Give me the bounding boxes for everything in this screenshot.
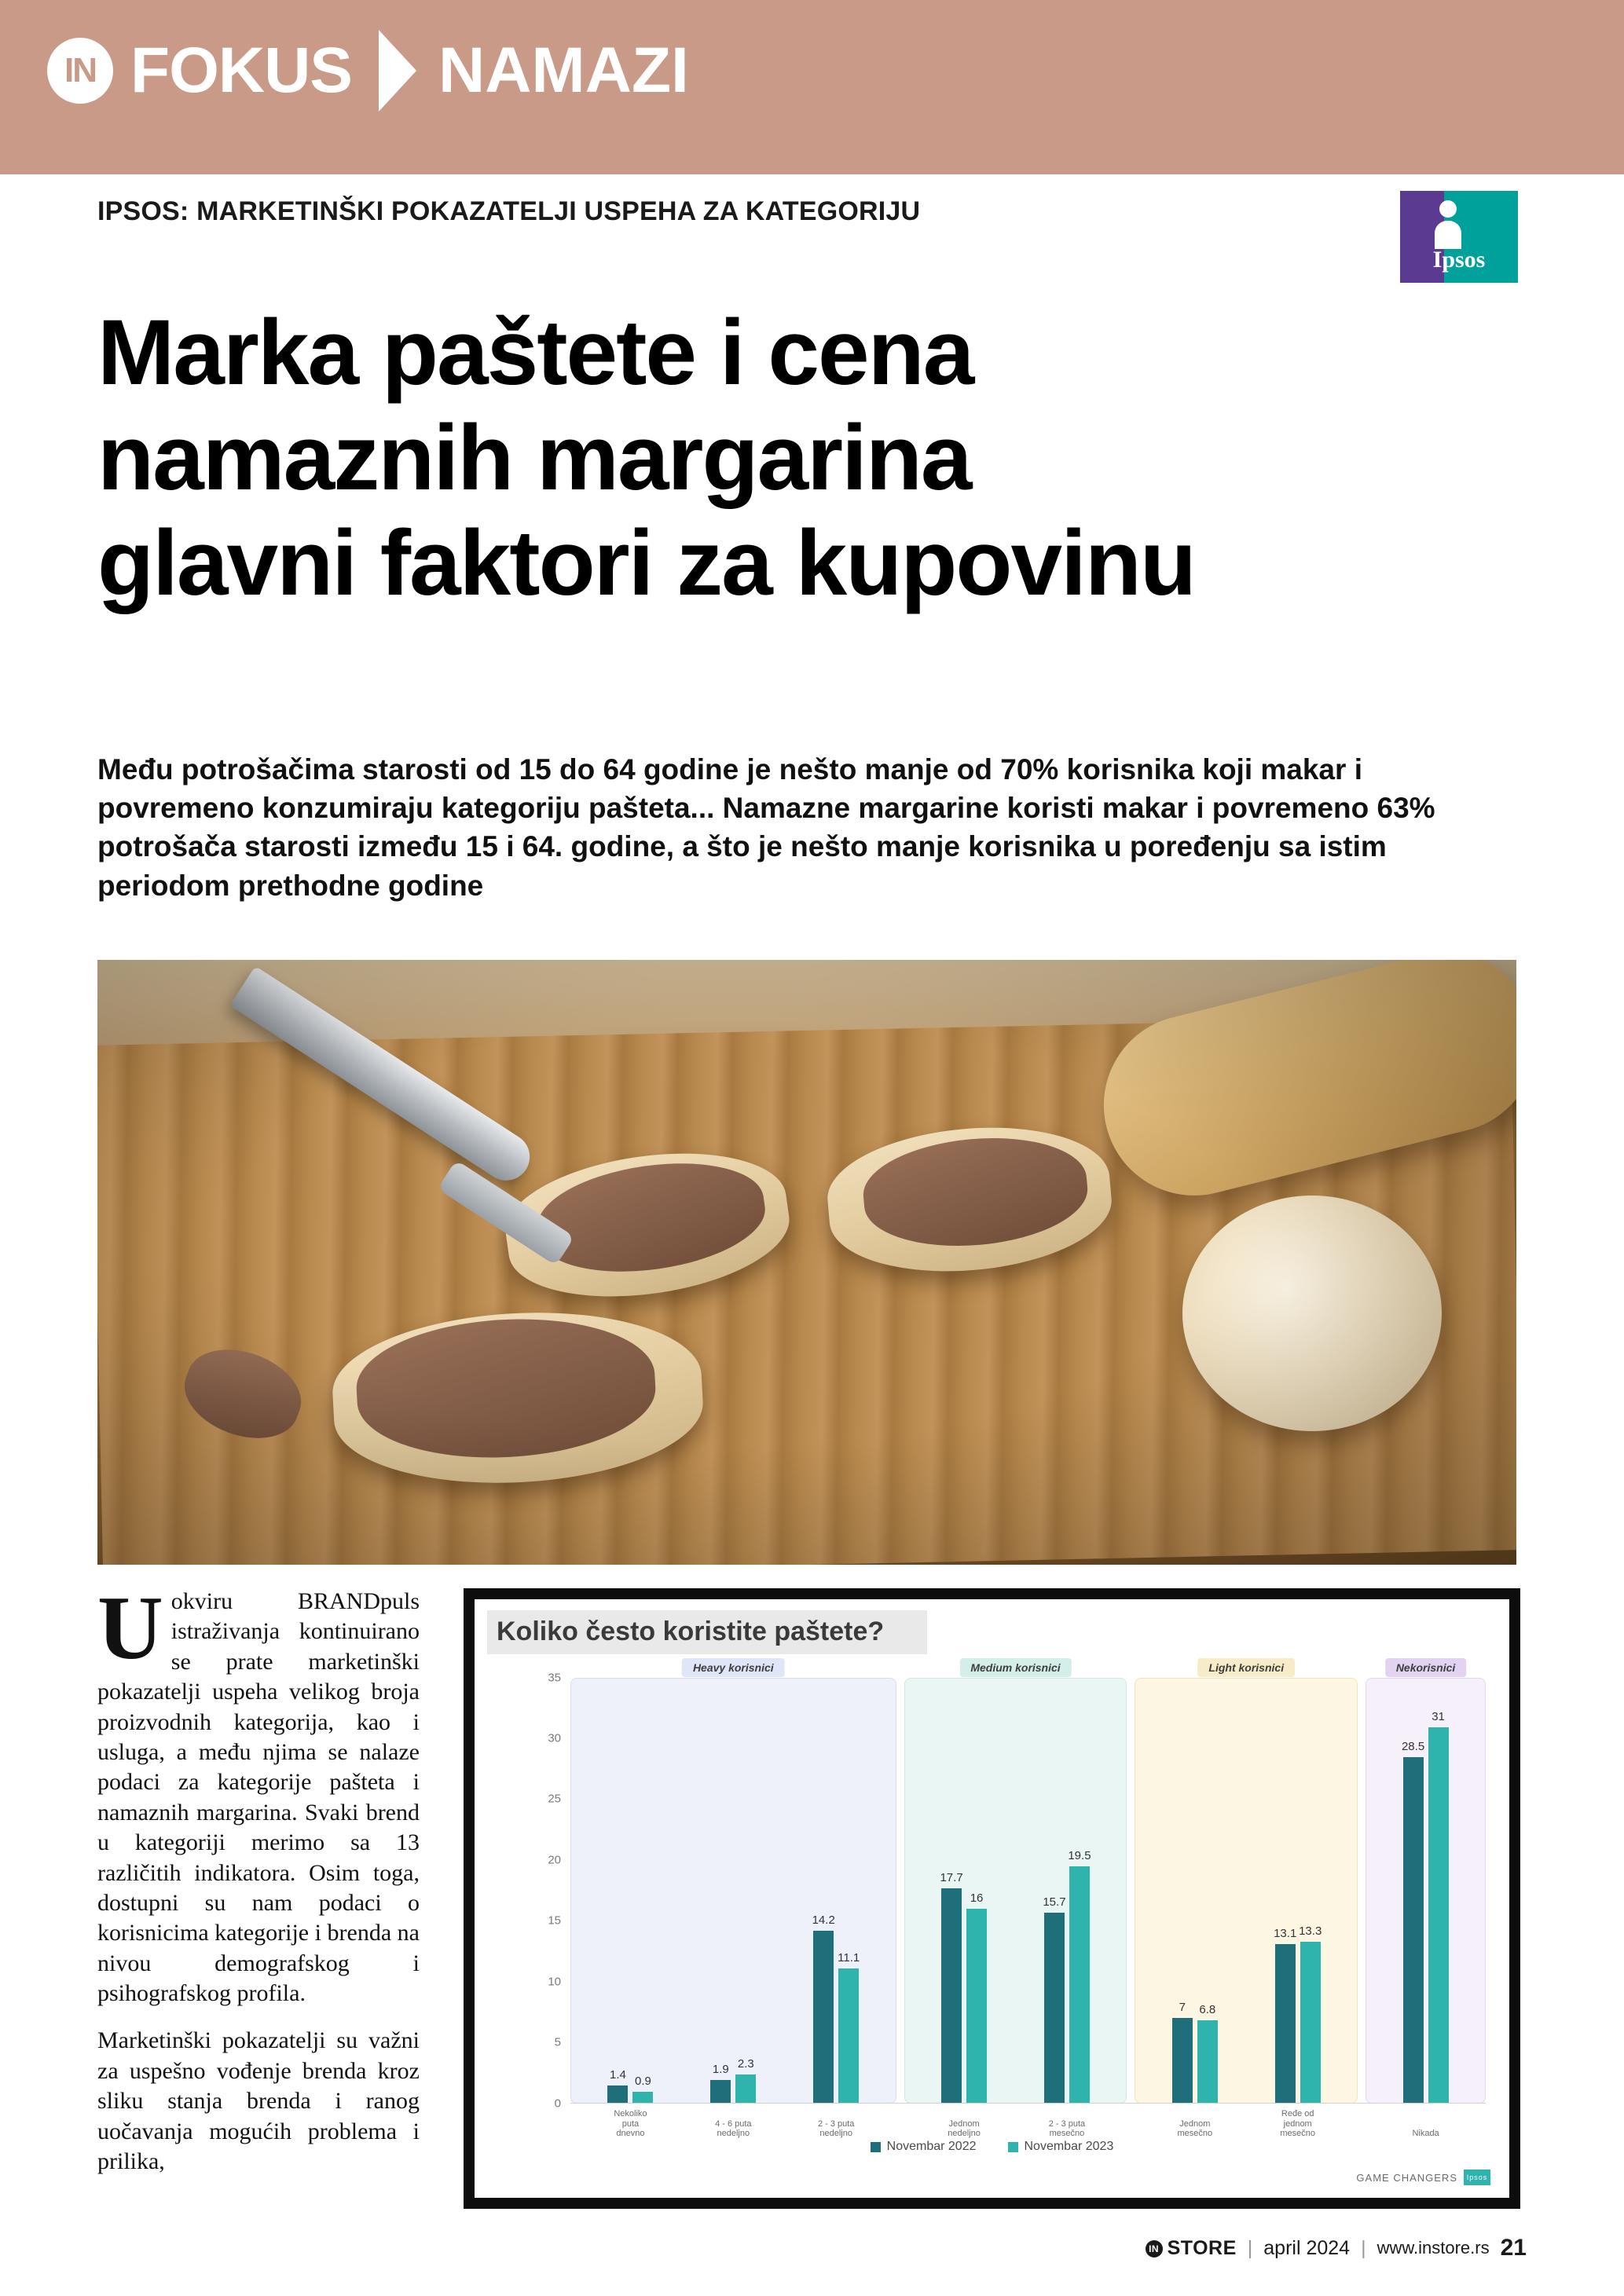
chart-bar-pair: [1043, 1679, 1091, 2139]
bar-2022: [1172, 2001, 1193, 2103]
bar-2022: [607, 2068, 628, 2103]
y-tick-5: 5: [554, 2035, 561, 2049]
article-kicker: IPSOS: MARKETINŠKI POKAZATELJI USPEHA ZA KATEGORIJU: [97, 196, 921, 226]
bar-value: 7: [1179, 2001, 1186, 2014]
bar-value: 15.7: [1043, 1895, 1066, 1910]
body-paragraph-1-text: okviru BRANDpuls istraživanja kontinuirano se prate marketinški pokazatelji uspeha velikog broja proizvodnih kategorija, kao i usluga, a među njima se nalaze podaci za kategorije pašteta i namaznih margarina. Svaki brend u kategoriji merimo sa 13 različitih indikatora. Osim toga, dostupni su nam podaci o korisnicima kategorije i brenda na nivou demografskog i psihografskog profila.: [97, 1588, 420, 2007]
person-icon: [1435, 200, 1461, 247]
page-number: 21: [1500, 2235, 1527, 2261]
chart-bar-pair: [940, 1679, 987, 2139]
bar-2023: [966, 1891, 987, 2103]
category-label: 2 - 3 puta nedeljno: [817, 2118, 855, 2139]
y-axis: [530, 1671, 564, 2111]
category-label: Ređe od jednom mesečno: [1280, 2109, 1315, 2139]
chart-group-heavy: [570, 1661, 896, 2139]
category-label: Jednom mesečno: [1177, 2118, 1213, 2139]
bar-2022: [1043, 1895, 1066, 2103]
footer-separator: |: [1361, 2236, 1366, 2259]
in-circle-icon: IN: [1146, 2240, 1163, 2258]
y-tick-10: 10: [548, 1975, 561, 1989]
bar-2022: [812, 1913, 835, 2103]
bar-2023: [1068, 1849, 1091, 2103]
bar-2022: [710, 2062, 731, 2103]
bar-2023: [1299, 1924, 1322, 2103]
y-tick-0: 0: [554, 2096, 561, 2111]
headline-line-2: namaznih margarina: [97, 406, 971, 510]
chart-screenshot-frame: [464, 1588, 1520, 2209]
legend-label: Novembar 2022: [886, 2140, 977, 2153]
group-label-light: Light korisnici: [1197, 1658, 1295, 1677]
chart-legend: [475, 2140, 1509, 2154]
bar-2022: [1401, 1740, 1425, 2103]
bar-value: 13.3: [1299, 1924, 1322, 1938]
ipsos-badge-icon: Ipsos: [1464, 2170, 1490, 2185]
drop-cap: U: [97, 1578, 163, 1679]
chart-plot-area: [530, 1661, 1486, 2139]
chart-bar-pair: [1172, 1679, 1218, 2139]
footer-brand: [1146, 2237, 1237, 2260]
footer-issue: april 2024: [1263, 2236, 1351, 2259]
bar-value: 17.7: [940, 1870, 963, 1884]
photo-vignette: [97, 960, 1516, 1565]
bar-value: 1.4: [610, 2068, 626, 2082]
legend-item-2023: [1008, 2140, 1114, 2154]
y-tick-30: 30: [548, 1731, 561, 1745]
body-paragraph-1: [97, 1578, 420, 2009]
bar-value: 28.5: [1401, 1740, 1425, 1754]
game-changers-text: GAME CHANGERS: [1356, 2171, 1457, 2184]
chart-bar-pair: [812, 1679, 860, 2139]
group-label-nekorisnici: Nekorisnici: [1385, 1658, 1466, 1677]
chart-group-non-users: [1366, 1661, 1486, 2139]
legend-swatch-icon: [1008, 2142, 1018, 2152]
bar-2023: [838, 1950, 860, 2103]
category-label: Nekoliko puta dnevno: [614, 2109, 647, 2139]
article-body: [97, 1578, 420, 2194]
legend-item-2022: [871, 2140, 977, 2154]
x-axis-line: [570, 2103, 1486, 2104]
page-banner: [0, 0, 1624, 174]
group-label-heavy: Heavy korisnici: [682, 1658, 785, 1677]
banner-section-fokus: FOKUS: [130, 35, 352, 106]
chart-slide: [475, 1599, 1509, 2198]
bar-2022: [1274, 1927, 1297, 2103]
y-tick-20: 20: [548, 1853, 561, 1867]
ipsos-logo-text: Ipsos: [1432, 247, 1486, 273]
article-photo: [97, 960, 1516, 1565]
legend-label: Novembar 2023: [1024, 2140, 1114, 2153]
page-footer: [1146, 2235, 1527, 2261]
body-paragraph-2: Marketinški pokazatelji su važni za uspešno vođenje brenda kroz sliku stanja brenda i ranog uočavanja mogućih problema i prilika,: [97, 2027, 420, 2175]
chart-groups: [570, 1661, 1486, 2139]
y-tick-25: 25: [548, 1792, 561, 1806]
chart-bar-pair: [1274, 1679, 1322, 2139]
in-logo-badge: IN: [47, 38, 113, 104]
category-label: Nikada: [1412, 2129, 1439, 2139]
page-title: [97, 301, 1535, 622]
chart-title: Koliko često koristite paštete?: [497, 1617, 885, 1646]
chart-group-light: [1135, 1661, 1358, 2139]
y-tick-35: 35: [548, 1671, 561, 1685]
bar-value: 31: [1432, 1710, 1445, 1724]
bar-value: 1.9: [712, 2062, 729, 2076]
banner-content: [47, 31, 689, 110]
footer-brand-text: STORE: [1167, 2236, 1237, 2259]
banner-section-namazi: NAMAZI: [438, 35, 689, 106]
bar-2023: [1428, 1710, 1449, 2103]
bar-value: 11.1: [838, 1950, 860, 1965]
headline-line-1: Marka paštete i cena: [97, 301, 973, 405]
ipsos-logo: [1400, 191, 1518, 283]
chart-footer-branding: [1356, 2170, 1490, 2185]
article-standfirst: Među potrošačima starosti od 15 do 64 godine je nešto manje od 70% korisnika koji makar i povremeno konzumiraju kategoriju pašteta... Namazne margarine koristi makar i povremeno 63% potrošača starosti između 15 i 64. godine, a što je nešto manje korisnika u poređenju sa istim periodom prethodne godine: [97, 753, 1435, 902]
category-label: 4 - 6 puta nedeljno: [715, 2118, 752, 2139]
bar-value: 19.5: [1068, 1849, 1091, 1863]
chart-bar-pair: [607, 1679, 653, 2139]
bar-value: 16: [970, 1891, 984, 1906]
bar-value: 14.2: [812, 1913, 835, 1927]
footer-separator: |: [1247, 2236, 1253, 2259]
bar-value: 2.3: [737, 2057, 754, 2071]
category-label: 2 - 3 puta mesečno: [1048, 2118, 1086, 2139]
chart-group-medium: [904, 1661, 1127, 2139]
bar-2023: [1197, 2003, 1218, 2103]
bar-2023: [632, 2074, 653, 2103]
bar-value: 0.9: [635, 2074, 651, 2088]
bar-value: 13.1: [1274, 1927, 1297, 1941]
bar-value: 6.8: [1199, 2003, 1216, 2017]
bar-2023: [735, 2057, 756, 2103]
y-tick-15: 15: [548, 1913, 561, 1928]
bar-2022: [940, 1870, 963, 2103]
footer-website[interactable]: www.instore.rs: [1377, 2238, 1490, 2258]
headline-line-3: glavni faktori za kupovinu: [97, 511, 1196, 615]
chevron-right-icon: [379, 30, 416, 112]
chart-bar-pair: [710, 1679, 756, 2139]
group-label-medium: Medium korisnici: [959, 1658, 1071, 1677]
category-label: Jednom nedeljno: [948, 2118, 981, 2139]
chart-bar-pair: [1401, 1679, 1449, 2139]
legend-swatch-icon: [871, 2142, 881, 2152]
